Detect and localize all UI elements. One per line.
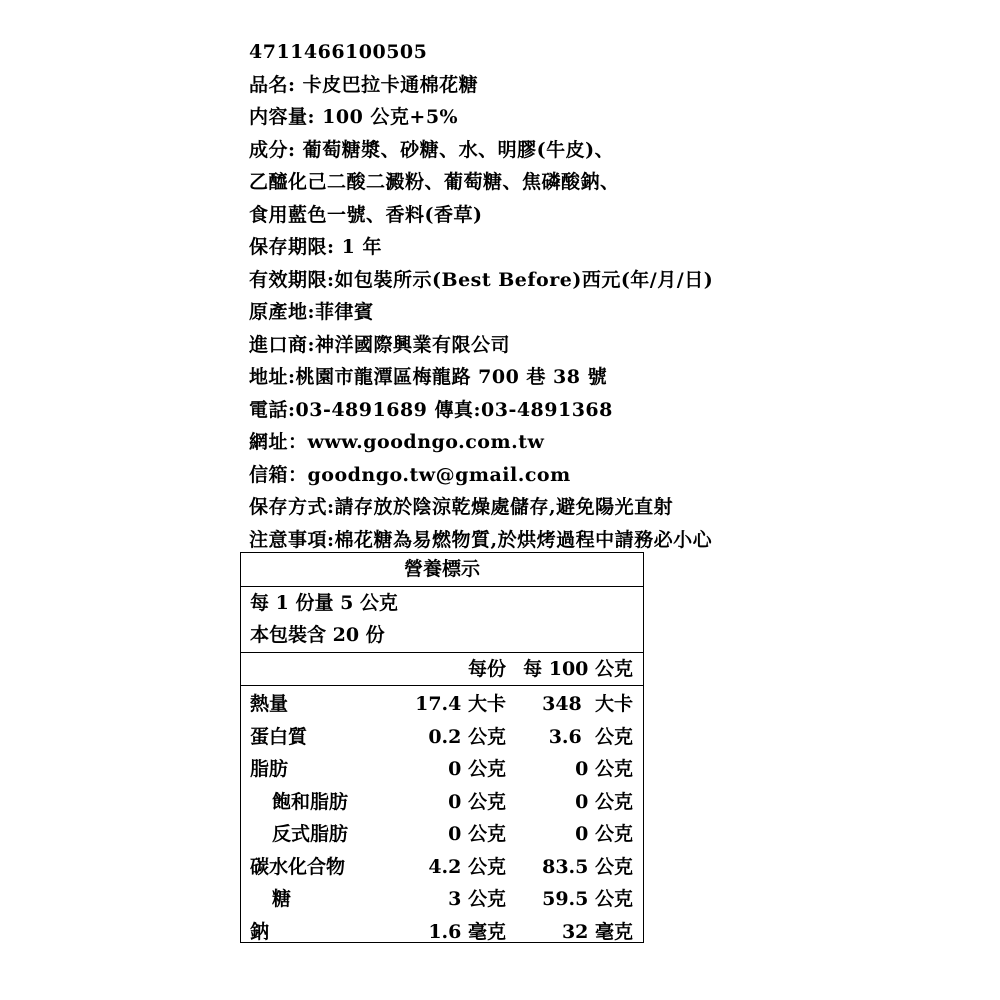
serving-info bbox=[241, 587, 643, 653]
table-row bbox=[241, 786, 643, 819]
per-100g-value: 32 毫克 bbox=[561, 920, 633, 943]
email: 信箱：goodngo.tw@gmail.com bbox=[249, 463, 571, 486]
address: 地址:桃園市龍潭區梅龍路 700 巷 38 號 bbox=[249, 366, 608, 388]
table-row bbox=[241, 688, 643, 721]
per-100g-header: 每 100 公克 bbox=[523, 658, 633, 680]
column-header bbox=[241, 653, 643, 686]
per-serving-value: 0 公克 bbox=[448, 823, 506, 845]
nutrient-name: 熱量 bbox=[250, 693, 289, 715]
product-name: 品名: 卡皮巴拉卡通棉花糖 bbox=[249, 73, 479, 96]
origin: 原產地:菲律賓 bbox=[249, 301, 374, 323]
per-serving-value: 3 公克 bbox=[448, 888, 506, 910]
shelf-life: 保存期限: 1 年 bbox=[249, 236, 382, 258]
best-before: 有效期限:如包裝所示(Best Before)西元(年/月/日) bbox=[249, 268, 714, 291]
per-100g-value: 3.6 公克 bbox=[548, 725, 633, 748]
ingredients-line-2: 乙醯化己二酸二澱粉、葡萄糖、焦磷酸鈉、 bbox=[249, 171, 620, 193]
nutrient-name: 蛋白質 bbox=[250, 725, 308, 748]
ingredients-line-3: 食用藍色一號、香料(香草) bbox=[249, 203, 483, 226]
table-row bbox=[241, 818, 643, 851]
per-100g-value: 59.5 公克 bbox=[542, 888, 633, 910]
table-row bbox=[241, 851, 643, 884]
barcode-number: 4711466100505 bbox=[249, 41, 428, 63]
per-100g-value: 0 公克 bbox=[575, 790, 633, 813]
storage-method: 保存方式:請存放於陰涼乾燥處儲存,避免陽光直射 bbox=[249, 496, 674, 518]
nutrition-table bbox=[240, 552, 644, 943]
importer: 進口商:神洋國際興業有限公司 bbox=[249, 333, 511, 356]
per-100g-value: 0 公克 bbox=[575, 758, 633, 780]
serving-size: 每 1 份量 5 公克 bbox=[250, 592, 398, 614]
caution-note: 注意事項:棉花糖為易燃物質,於烘烤過程中請務必小心 bbox=[249, 528, 713, 551]
table-row bbox=[241, 721, 643, 754]
phone-fax: 電話:03-4891689 傳真:03-4891368 bbox=[249, 398, 613, 421]
website: 網址：www.goodngo.com.tw bbox=[249, 431, 545, 453]
per-serving-value: 0 公克 bbox=[448, 790, 506, 813]
nutrient-name: 碳水化合物 bbox=[250, 855, 346, 878]
per-100g-value: 348 大卡 bbox=[542, 693, 633, 715]
per-serving-value: 0.2 公克 bbox=[428, 725, 506, 748]
net-content: 内容量: 100 公克+5% bbox=[249, 106, 459, 128]
per-serving-value: 1.6 毫克 bbox=[428, 920, 506, 943]
nutrition-title: 營養標示 bbox=[241, 553, 643, 587]
per-serving-value: 4.2 公克 bbox=[428, 855, 506, 878]
nutrient-name: 反式脂肪 bbox=[272, 823, 349, 845]
nutrient-name: 飽和脂肪 bbox=[272, 790, 349, 813]
per-serving-header: 每份 bbox=[467, 658, 506, 680]
per-100g-value: 0 公克 bbox=[575, 823, 633, 845]
per-serving-value: 17.4 大卡 bbox=[415, 693, 506, 715]
table-row bbox=[241, 916, 643, 949]
servings-per-pack: 本包裝含 20 份 bbox=[250, 624, 385, 646]
ingredients-line-1: 成分: 葡萄糖漿、砂糖、水、明膠(牛皮)、 bbox=[249, 138, 615, 161]
product-info bbox=[249, 36, 969, 556]
per-100g-value: 83.5 公克 bbox=[542, 855, 633, 878]
nutrient-name: 鈉 bbox=[250, 920, 270, 943]
nutrient-name: 糖 bbox=[272, 888, 292, 910]
table-row bbox=[241, 883, 643, 916]
nutrient-name: 脂肪 bbox=[250, 758, 289, 780]
table-row bbox=[241, 753, 643, 786]
per-serving-value: 0 公克 bbox=[448, 758, 506, 780]
